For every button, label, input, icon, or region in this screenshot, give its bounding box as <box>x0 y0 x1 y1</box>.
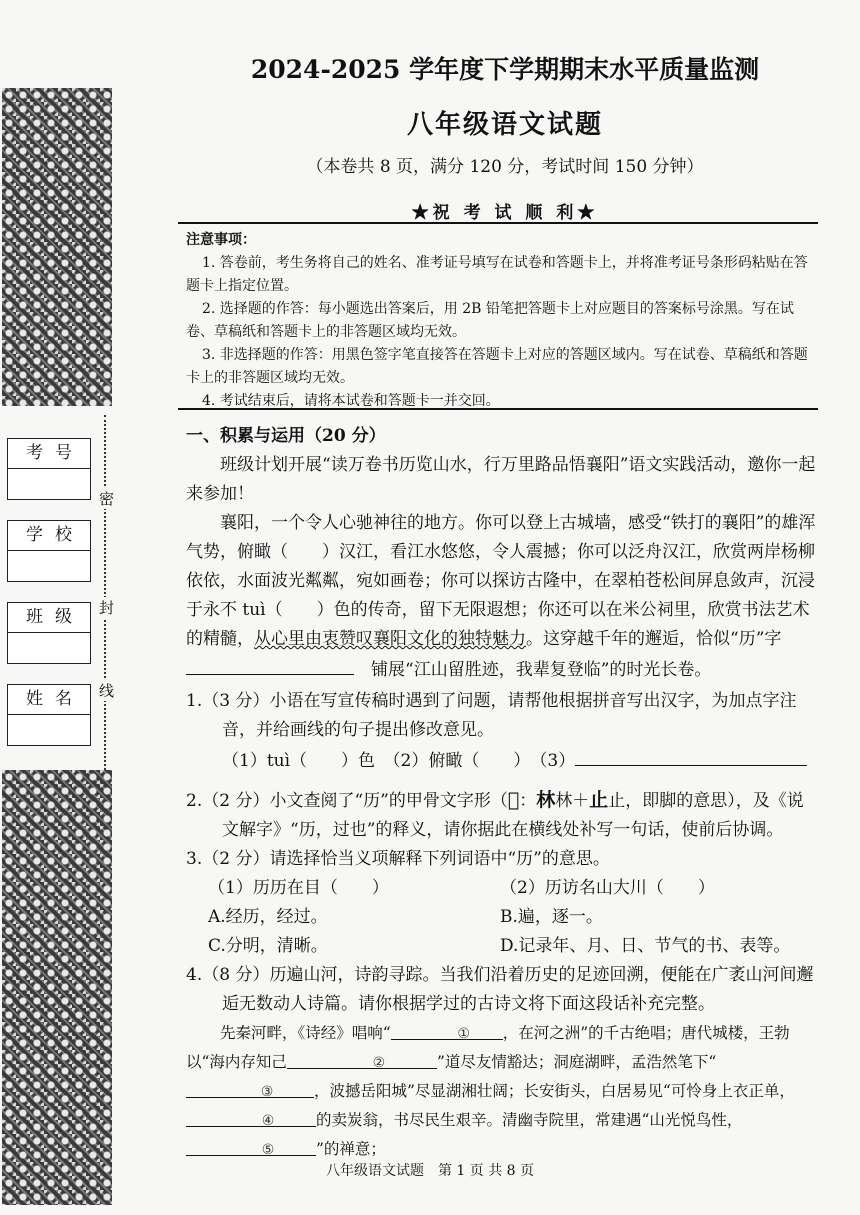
q4-text-3: ”道尽友情豁达；洞庭湖畔，孟浩然笔下“ <box>436 1053 717 1071</box>
q3-word-1: （1）历历在目（ ） <box>208 878 389 898</box>
q4-text-6: ”的禅意； <box>316 1140 386 1158</box>
seal-char-xian: 线 <box>99 682 115 700</box>
seal-char-feng: 封 <box>99 599 115 617</box>
page-footer: 八年级语文试题 第 1 页 共 8 页 <box>325 1163 535 1179</box>
q2-tail: 止，即脚的意思），及《说文解字》“历，过也”的释义，请你据此在横线处补写一句话，使前后协调。 <box>222 791 804 840</box>
q4-blank-5[interactable] <box>186 1135 316 1156</box>
question-4: 4.（8 分）历遍山河，诗韵寻踪。当我们沿着历史的足迹回溯，便能在广袤山河间邂逅无数动人诗篇。请你根据学过的古诗文将下面这段话补充完整。 <box>186 965 814 1014</box>
q3-options-row-2 <box>186 932 818 961</box>
passage-part-b: 。这穿越千年的邂逅，恰似“历”字 <box>526 629 782 649</box>
q1-answer-c-label: （3） <box>538 751 576 771</box>
q3-option-c: C.分明，清晰。 <box>208 936 328 956</box>
q3-option-b: B.遍，逐一。 <box>500 907 603 927</box>
notice-item-2: 2. 选择题的作答：每小题选出答案后，用 2B 铅笔把答题卡上对应题目的答案标号涂黑。写在试卷、草稿纸和答题卡上的非答题区域均无效。 <box>186 301 794 340</box>
section-heading: 一、积累与运用（20 分） <box>186 426 386 446</box>
q3-option-d: D.记录年、月、日、节气的书、表等。 <box>500 936 791 956</box>
blank-5-mark: ⑤ <box>261 1142 275 1158</box>
oracle-glyph-zhi: 止 <box>589 789 609 811</box>
q1-answer-a: （1）tuì（ ）色 <box>222 751 376 771</box>
notice-item-4: 4. 考试结束后，请将本试卷和答题卡一并交回。 <box>202 393 500 409</box>
notice-heading: 注意事项： <box>186 232 256 248</box>
q2-mid: 林＋ <box>555 791 590 811</box>
oracle-glyph-li: 𣥼 <box>507 789 520 811</box>
binding-pattern-top <box>2 88 112 406</box>
q3-options-row-1 <box>186 903 818 932</box>
q3-words <box>186 874 818 903</box>
q4-blank-1[interactable] <box>391 1019 503 1040</box>
binding-pattern-bottom <box>2 770 112 1205</box>
notice-item-1: 1. 答卷前，考生务将自己的姓名、准考证号填写在试卷和答题卡上，并将准考证号条形码粘贴在答题卡上指定位置。 <box>186 255 808 294</box>
activity-intro: 班级计划开展“读万卷书历览山水，行万里路品悟襄阳”语文实践活动，邀你一起来参加！ <box>186 455 816 504</box>
class-label: 班级 <box>8 603 90 633</box>
seal-line <box>104 415 106 770</box>
blank-4-mark: ④ <box>261 1113 275 1129</box>
exam-number-box[interactable] <box>7 438 91 500</box>
oracle-glyph-lin: 林 <box>536 789 556 811</box>
exam-title: 2024-2025 学年度下学期期末水平质量监测 <box>250 55 760 84</box>
q2-lead: 2.（2 分）小文查阅了“历”的甲骨文字形（ <box>186 791 508 811</box>
name-label: 姓名 <box>8 685 90 715</box>
q4-poetry-passage <box>186 1019 818 1164</box>
q4-text-1: 先秦河畔，《诗经》唱响“ <box>220 1024 391 1042</box>
name-box[interactable] <box>7 684 91 746</box>
q1-blank-3[interactable] <box>575 745 807 766</box>
rule-top <box>178 222 818 224</box>
q1-answer-b: （2）俯瞰（ ） <box>392 751 522 771</box>
section-1 <box>186 422 818 1164</box>
passage-part-a: 襄阳，一个令人心驰神往的地方。你可以登上古城墙，感受“铁打的襄阳”的雄浑气势，俯瞰（ ）汉江，看江水悠悠，令人震撼；你可以泛舟汉江，欣赏两岸杨柳依依，水面波光粼粼，宛如画卷；你可以探访古隆中，在翠柏苍松间屏息敛声，沉浸于永不 tuì（ ）色的传奇，留下无限遐想；你还可以在米公祠里，欣赏书法艺术的精髓， <box>186 513 816 649</box>
q4-text-5: 的卖炭翁，书尽民生艰辛。清幽寺院里，常建遇“山光悦鸟性， <box>316 1111 743 1129</box>
q2-colon: ： <box>519 791 537 811</box>
question-1-answers <box>186 745 818 776</box>
underlined-sentence: 从心里由衷赞叹襄阳文化的独特魅力 <box>254 629 526 649</box>
school-box[interactable] <box>7 520 91 582</box>
exam-info: （本卷共 8 页，满分 120 分，考试时间 150 分钟） <box>306 157 704 177</box>
question-1: 1.（3 分）小语在写宣传稿时遇到了问题，请帮他根据拼音写出汉字，为加点字注音，并给画线的句子提出修改意见。 <box>186 691 797 740</box>
rule-bottom <box>178 408 818 410</box>
blank-3-mark: ③ <box>260 1084 274 1100</box>
good-luck-banner: ★祝 考 试 顺 利★ <box>411 203 599 223</box>
school-label: 学校 <box>8 521 90 551</box>
question-2 <box>186 786 818 845</box>
xiangyang-passage <box>186 509 818 685</box>
blank-li-sentence[interactable] <box>186 654 354 675</box>
passage-part-c: 铺展“江山留胜迹，我辈复登临”的时光长卷。 <box>371 660 712 680</box>
blank-1-mark: ① <box>457 1026 470 1042</box>
q3-word-2: （2）历访名山大川（ ） <box>500 878 715 898</box>
question-3: 3.（2 分）请选择恰当义项解释下列词语中“历”的意思。 <box>186 849 610 869</box>
q4-blank-3[interactable] <box>186 1077 314 1098</box>
notice-item-3: 3. 非选择题的作答：用黑色签字笔直接答在答题卡上对应的答题区域内。写在试卷、草稿纸和答题卡上的非答题区域均无效。 <box>186 347 808 386</box>
q4-blank-2[interactable] <box>287 1048 437 1069</box>
class-box[interactable] <box>7 602 91 664</box>
blank-2-mark: ② <box>372 1055 386 1071</box>
q4-text-4: ，波撼岳阳城”尽显湖湘壮阔；长安街头，白居易见“可怜身上衣正单， <box>314 1082 795 1100</box>
q3-option-a: A.经历，经过。 <box>208 907 328 927</box>
exam-number-label: 考号 <box>8 439 90 469</box>
notice-block <box>186 229 818 413</box>
seal-char-mi: 密 <box>99 490 115 508</box>
q4-blank-4[interactable] <box>186 1106 316 1127</box>
subject-title: 八年级语文试题 <box>406 110 603 140</box>
q4-text-2: ，在河之洲”的千古绝唱；唐代城楼，王勃以“海内存知己 <box>186 1024 790 1071</box>
